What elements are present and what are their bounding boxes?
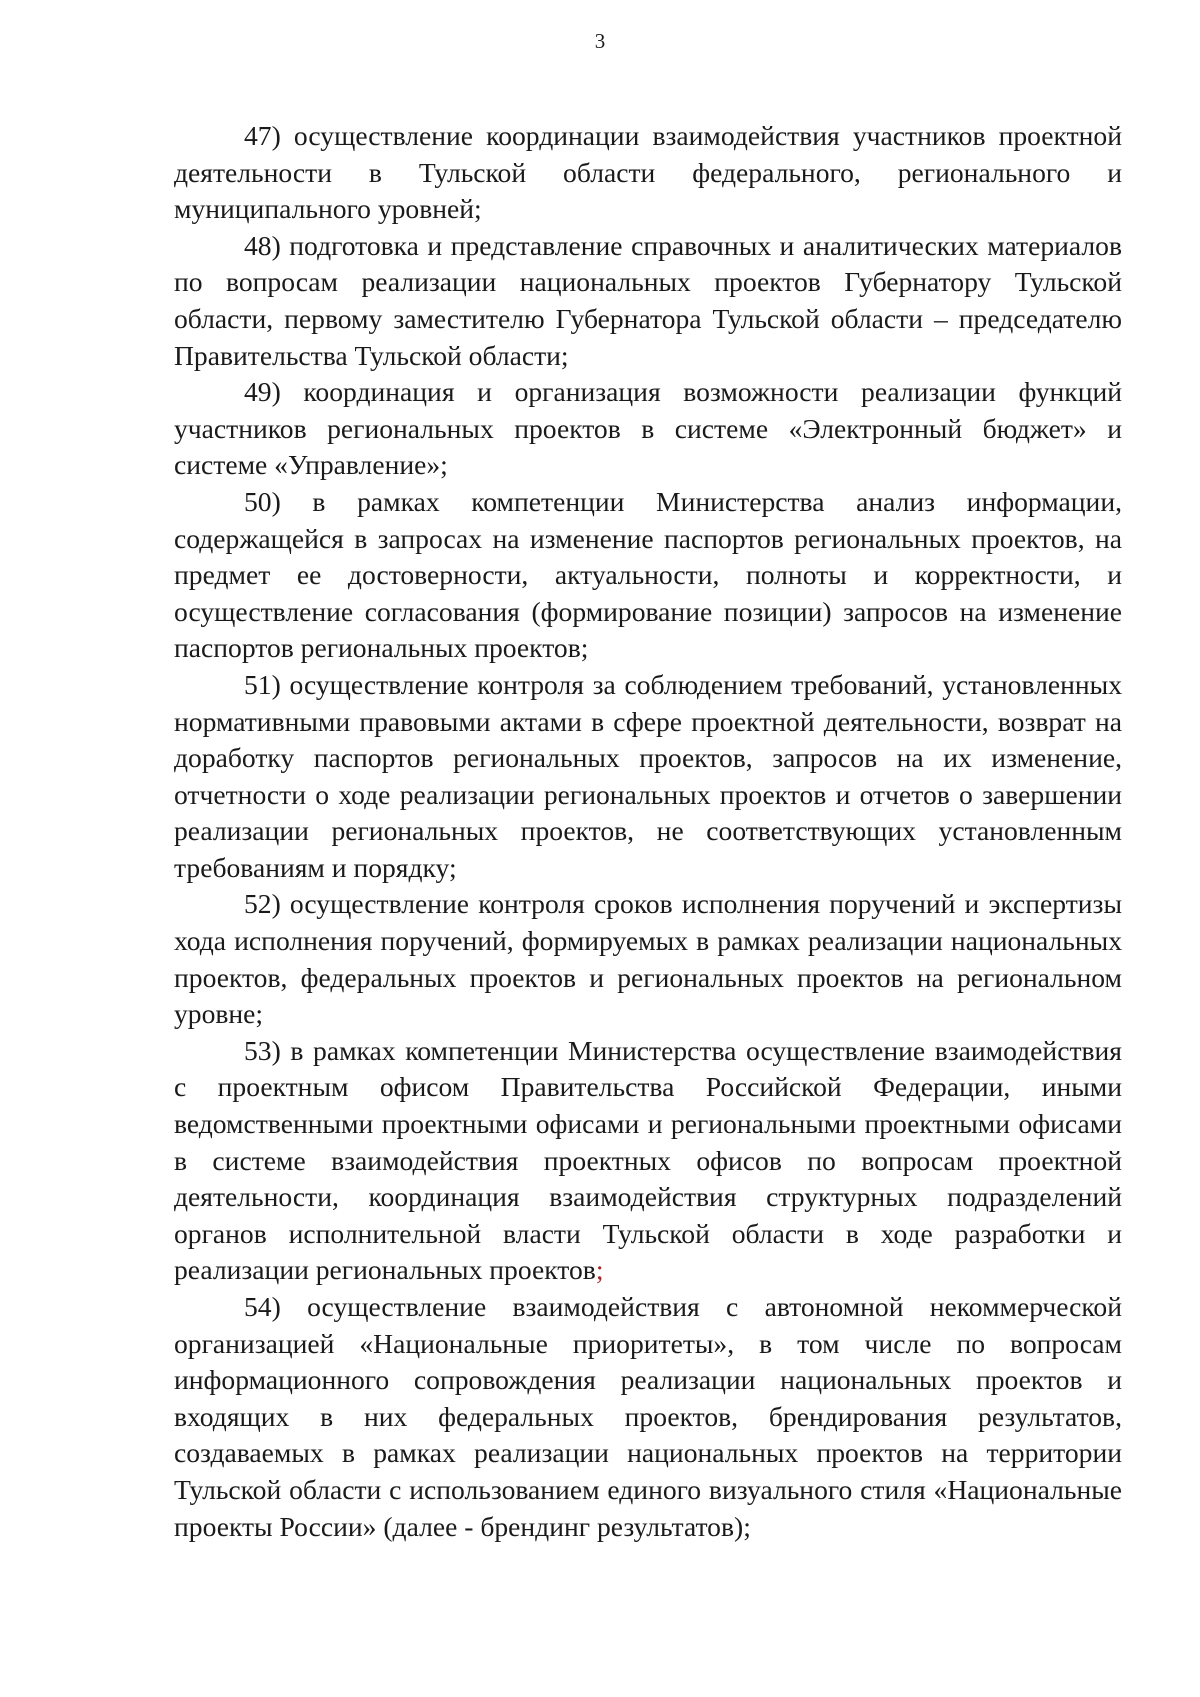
list-item-text: 51) осуществление контроля за соблюдением требований, установленных нормативными правовыми актами в сфере проектной деятельности, возврат на доработку паспортов региональных проектов, запросов на их изменение, отчетности о ходе реализации региональных проектов и отчетов о завершении реализации региональных проектов, не соответствующих установленным требованиям и порядку;: [174, 668, 1122, 883]
list-item-text: 48) подготовка и представление справочных и аналитических материалов по вопросам реализации национальных проектов Губернатору Тульской области, первому заместителю Губернатора Тульской области – председателю Правительства Тульской области;: [174, 229, 1122, 371]
list-item-50: [174, 484, 1122, 667]
list-item-text: 49) координация и организация возможности реализации функций участников региональных проектов в системе «Электронный бюджет» и системе «Управление»;: [174, 376, 1122, 481]
list-item-text: 50) в рамках компетенции Министерства анализ информации, содержащейся в запросах на изменение паспортов региональных проектов, на предмет ее достоверности, актуальности, полноты и корректности, и осуществление согласования (формирование позиции) запросов на изменение паспортов региональных проектов;: [174, 485, 1122, 664]
page-number: 3: [594, 29, 606, 53]
list-item-text: 53) в рамках компетенции Министерства осуществление взаимодействия с проектным офисом Правительства Российской Федерации, иными ведомственными проектными офисами и региональными проектными офисами в системе взаимодействия проектных офисов по вопросам проектной деятельности, координация взаимодействия структурных подразделений органов исполнительной власти Тульской области в ходе разработки и реализации региональных проектов: [174, 1034, 1122, 1286]
list-item-text: 52) осуществление контроля сроков исполнения поручений и экспертизы хода исполнения поручений, формируемых в рамках реализации национальных проектов, федеральных проектов и региональных проектов на региональном уровне;: [174, 888, 1122, 1030]
list-item-47: [174, 118, 1122, 228]
document-body: [174, 118, 1122, 1545]
list-item-52: [174, 886, 1122, 1032]
list-item-text: 54) осуществление взаимодействия с автономной некоммерческой организацией «Национальные приоритеты», в том числе по вопросам информационного сопровождения реализации национальных проектов и входящих в них федеральных проектов, брендирования результатов, создаваемых в рамках реализации национальных проектов на территории Тульской области с использованием единого визуального стиля «Национальные проекты России» (далее - брендинг результатов);: [174, 1291, 1122, 1542]
list-item-48: [174, 228, 1122, 374]
list-item-53: [174, 1033, 1122, 1289]
list-item-54: [174, 1289, 1122, 1545]
list-item-text: 47) осуществление координации взаимодействия участников проектной деятельности в Тульской области федерального, регионального и муниципального уровней;: [174, 120, 1122, 225]
list-item-51: [174, 667, 1122, 887]
list-item-49: [174, 374, 1122, 484]
correction-mark: ;: [595, 1254, 604, 1286]
